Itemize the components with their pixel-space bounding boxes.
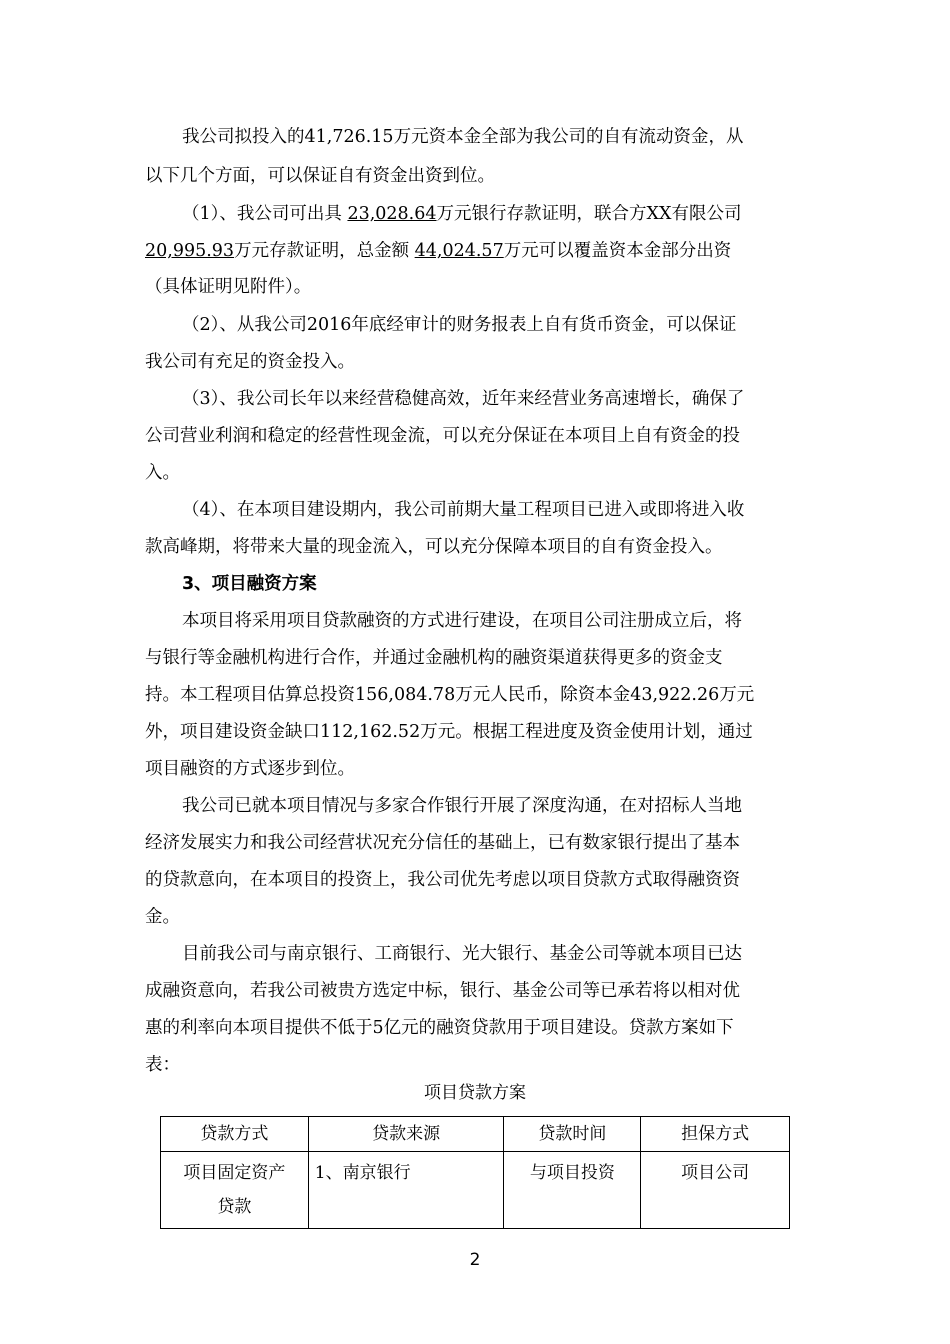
total-amount-underlined: 44,024.57 <box>414 241 504 261</box>
loan-plan-table <box>160 1116 790 1229</box>
table-row <box>161 1152 790 1229</box>
paragraph-line: 以下几个方面，可以保证自有资金出资到位。 <box>145 166 495 186</box>
paragraph-line: 本项目将采用项目贷款融资的方式进行建设，在项目公司注册成立后，将 <box>182 611 742 631</box>
paragraph-line: 外，项目建设资金缺口112,162.52万元。根据工程进度及资金使用计划，通过 <box>145 722 753 742</box>
header-cell: 担保方式 <box>641 1117 790 1152</box>
paragraph-line: 项目融资的方式逐步到位。 <box>145 759 355 779</box>
paragraph-line: 我公司有充足的资金投入。 <box>145 352 355 372</box>
header-cell: 贷款来源 <box>308 1117 504 1152</box>
paragraph-line: （具体证明见附件）。 <box>145 277 312 297</box>
header-cell: 贷款时间 <box>504 1117 641 1152</box>
paragraph-line: 我公司拟投入的41,726.15万元资本金全部为我公司的自有流动资金，从 <box>182 127 744 147</box>
paragraph-line: 金。 <box>145 907 180 927</box>
paragraph-line: 与银行等金融机构进行合作，并通过金融机构的融资渠道获得更多的资金支 <box>145 648 723 668</box>
paragraph-line: 入。 <box>145 463 180 483</box>
table-cell: 项目固定资产 贷款 <box>161 1152 309 1229</box>
partner-deposit-underlined: 20,995.93 <box>145 241 235 261</box>
paragraph-line: （4）、在本项目建设期内，我公司前期大量工程项目已进入或即将进入收 <box>182 500 745 520</box>
paragraph-line: 经济发展实力和我公司经营状况充分信任的基础上，已有数家银行提出了基本 <box>145 833 740 853</box>
paragraph-line: 20,995.93万元存款证明，总金额 44,024.57万元可以覆盖资本金部分出资 <box>145 241 732 261</box>
page-number: 2 <box>469 1250 481 1270</box>
section-heading: 3、项目融资方案 <box>182 574 317 594</box>
paragraph-line: （1）、我公司可出具 23,028.64万元银行存款证明，联合方XX有限公司 <box>182 204 742 224</box>
paragraph-line: 持。本工程项目估算总投资156,084.78万元人民币，除资本金43,922.26万元 <box>145 685 755 705</box>
paragraph-line: 公司营业利润和稳定的经营性现金流，可以充分保证在本项目上自有资金的投 <box>145 426 740 446</box>
paragraph-line: 的贷款意向，在本项目的投资上，我公司优先考虑以项目贷款方式取得融资资 <box>145 870 740 890</box>
paragraph-line: 款高峰期，将带来大量的现金流入，可以充分保障本项目的自有资金投入。 <box>145 537 723 557</box>
table-cell: 与项目投资 <box>504 1152 641 1229</box>
header-cell: 贷款方式 <box>161 1117 309 1152</box>
table-caption: 项目贷款方案 <box>424 1083 526 1103</box>
table-cell: 项目公司 <box>641 1152 790 1229</box>
paragraph-line: 目前我公司与南京银行、工商银行、光大银行、基金公司等就本项目已达 <box>182 944 742 964</box>
paragraph-line: 我公司已就本项目情况与多家合作银行开展了深度沟通，在对招标人当地 <box>182 796 742 816</box>
deposit-amount-underlined: 23,028.64 <box>347 204 437 224</box>
table-cell: 1、南京银行 <box>308 1152 504 1229</box>
paragraph-line: （3）、我公司长年以来经营稳健高效，近年来经营业务高速增长，确保了 <box>182 389 745 409</box>
paragraph-line: 惠的利率向本项目提供不低于5亿元的融资贷款用于项目建设。贷款方案如下 <box>145 1018 734 1038</box>
table-header-row <box>161 1117 790 1152</box>
paragraph-line: 表： <box>145 1055 180 1075</box>
paragraph-line: （2）、从我公司2016年底经审计的财务报表上自有货币资金，可以保证 <box>182 315 737 335</box>
paragraph-line: 成融资意向，若我公司被贵方选定中标，银行、基金公司等已承若将以相对优 <box>145 981 740 1001</box>
